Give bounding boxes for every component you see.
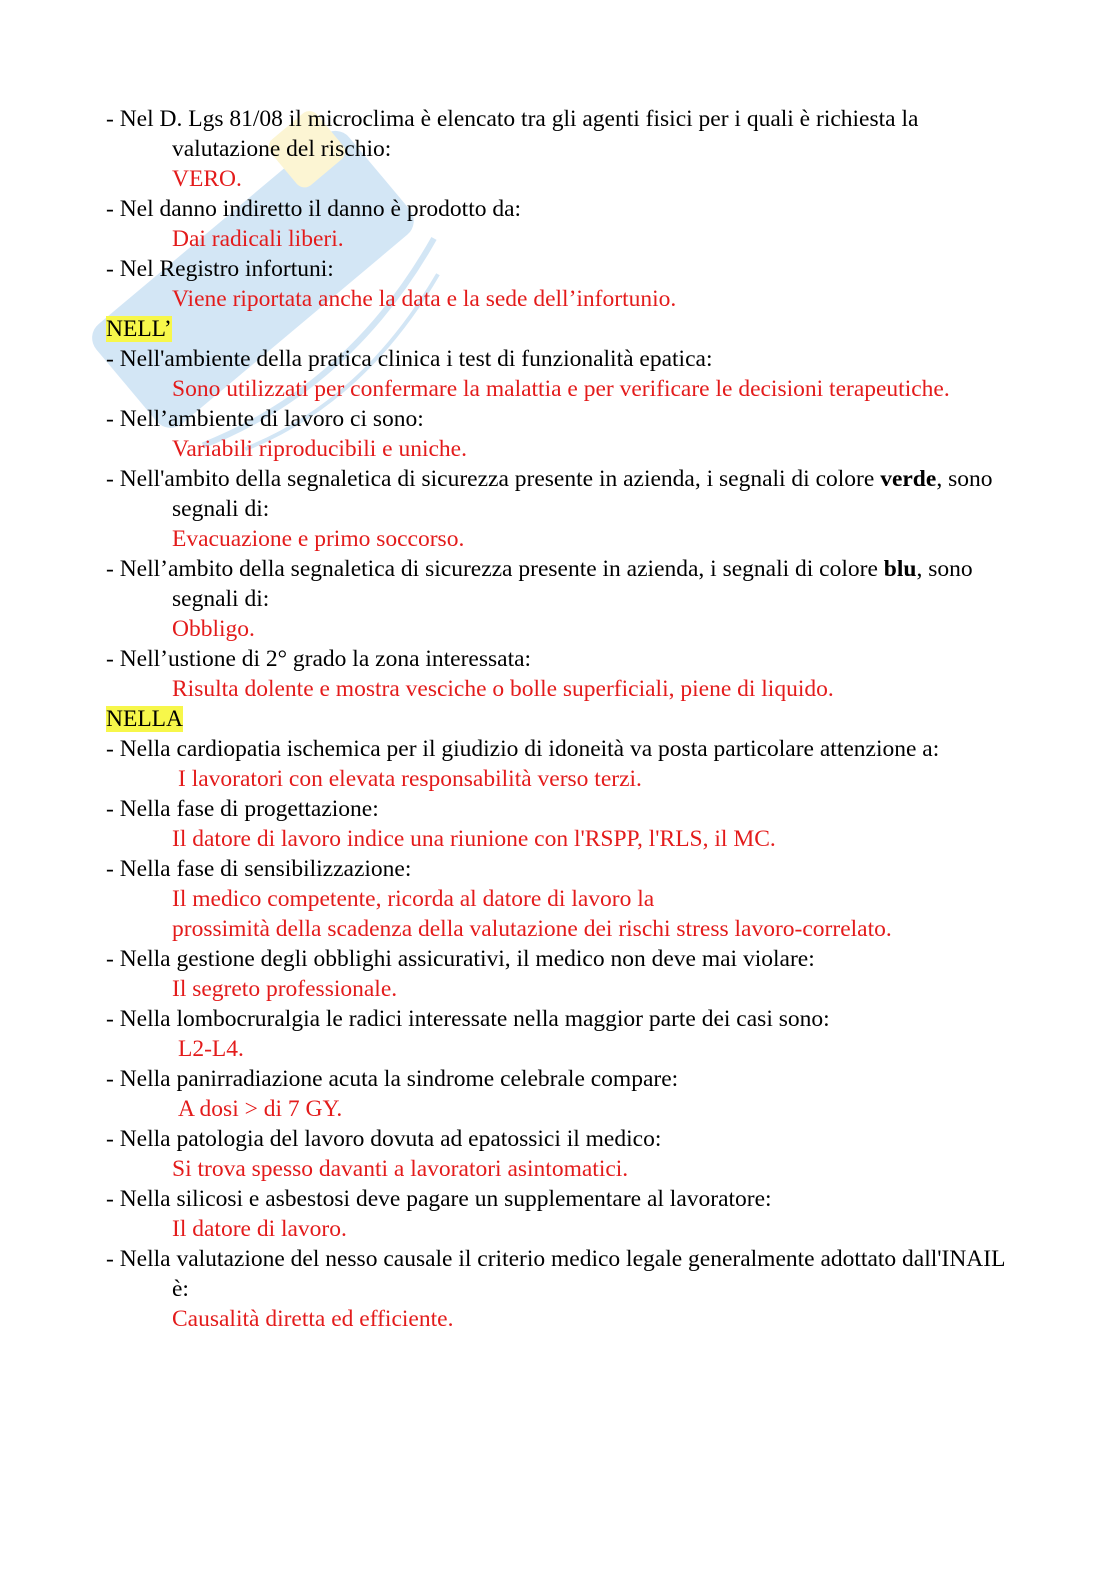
answer: Il datore di lavoro indice una riunione con l'RSPP, l'RLS, il MC. [172, 826, 776, 852]
question: - Nella cardiopatia ischemica per il giudizio di idoneità va posta particolare attenzione a: [106, 736, 940, 762]
answer: Variabili riproducibili e uniche. [172, 436, 467, 462]
question: - Nell’ustione di 2° grado la zona interessata: [106, 646, 532, 672]
question [106, 554, 1006, 614]
answer: Evacuazione e primo soccorso. [172, 526, 465, 552]
question: - Nel D. Lgs 81/08 il microclima è elencato tra gli agenti fisici per i quali è richiesta la valutazione del rischio: [106, 106, 919, 162]
question: - Nel Registro infortuni: [106, 256, 334, 282]
question-emphasis: verde [880, 466, 937, 492]
answer: Il datore di lavoro. [172, 1216, 347, 1242]
answer: Viene riportata anche la data e la sede dell’infortunio. [172, 286, 677, 312]
question: - Nella gestione degli obblighi assicurativi, il medico non deve mai violare: [106, 946, 815, 972]
answer: I lavoratori con elevata responsabilità verso terzi. [178, 766, 642, 792]
question-text: , sono segnali di: [172, 556, 973, 612]
answer: prossimità della scadenza della valutazione dei rischi stress lavoro-correlato. [172, 916, 892, 942]
section-heading [106, 704, 1006, 734]
question-text: , sono segnali di: [172, 466, 993, 522]
answer: Risulta dolente e mostra vesciche o bolle superficiali, piene di liquido. [172, 676, 834, 702]
question: - Nella panirradiazione acuta la sindrome celebrale compare: [106, 1066, 679, 1092]
question: - Nella valutazione del nesso causale il criterio medico legale generalmente adottato dall'INAIL è: [106, 1246, 1005, 1302]
question [106, 464, 1006, 524]
answer: Il segreto professionale. [172, 976, 398, 1002]
answer: VERO. [172, 166, 242, 192]
question: - Nella fase di progettazione: [106, 796, 379, 822]
question: - Nell'ambiente della pratica clinica i test di funzionalità epatica: [106, 346, 713, 372]
document-body [106, 104, 1006, 1334]
answer: L2-L4. [178, 1036, 244, 1062]
answer: Sono utilizzati per confermare la malattia e per verificare le decisioni terapeutiche. [172, 376, 950, 402]
section-label: NELL’ [106, 316, 172, 342]
question: - Nella lombocruralgia le radici interessate nella maggior parte dei casi sono: [106, 1006, 830, 1032]
question: - Nell’ambiente di lavoro ci sono: [106, 406, 424, 432]
question-text: - Nell'ambito della segnaletica di sicurezza presente in azienda, i segnali di colore [106, 466, 881, 492]
answer: Si trova spesso davanti a lavoratori asintomatici. [172, 1156, 629, 1182]
answer: Obbligo. [172, 616, 255, 642]
answer: Dai radicali liberi. [172, 226, 344, 252]
question-text: - Nell’ambito della segnaletica di sicurezza presente in azienda, i segnali di colore [106, 556, 884, 582]
answer: Il medico competente, ricorda al datore di lavoro la [172, 886, 655, 912]
section-label: NELLA [106, 706, 184, 732]
answer: A dosi > di 7 GY. [178, 1096, 343, 1122]
answer: Causalità diretta ed efficiente. [172, 1306, 454, 1332]
question: - Nella silicosi e asbestosi deve pagare un supplementare al lavoratore: [106, 1186, 772, 1212]
question-emphasis: blu [883, 556, 917, 582]
section-heading [106, 314, 1006, 344]
question: - Nella patologia del lavoro dovuta ad epatossici il medico: [106, 1126, 662, 1152]
question: - Nella fase di sensibilizzazione: [106, 856, 412, 882]
question: - Nel danno indiretto il danno è prodotto da: [106, 196, 522, 222]
